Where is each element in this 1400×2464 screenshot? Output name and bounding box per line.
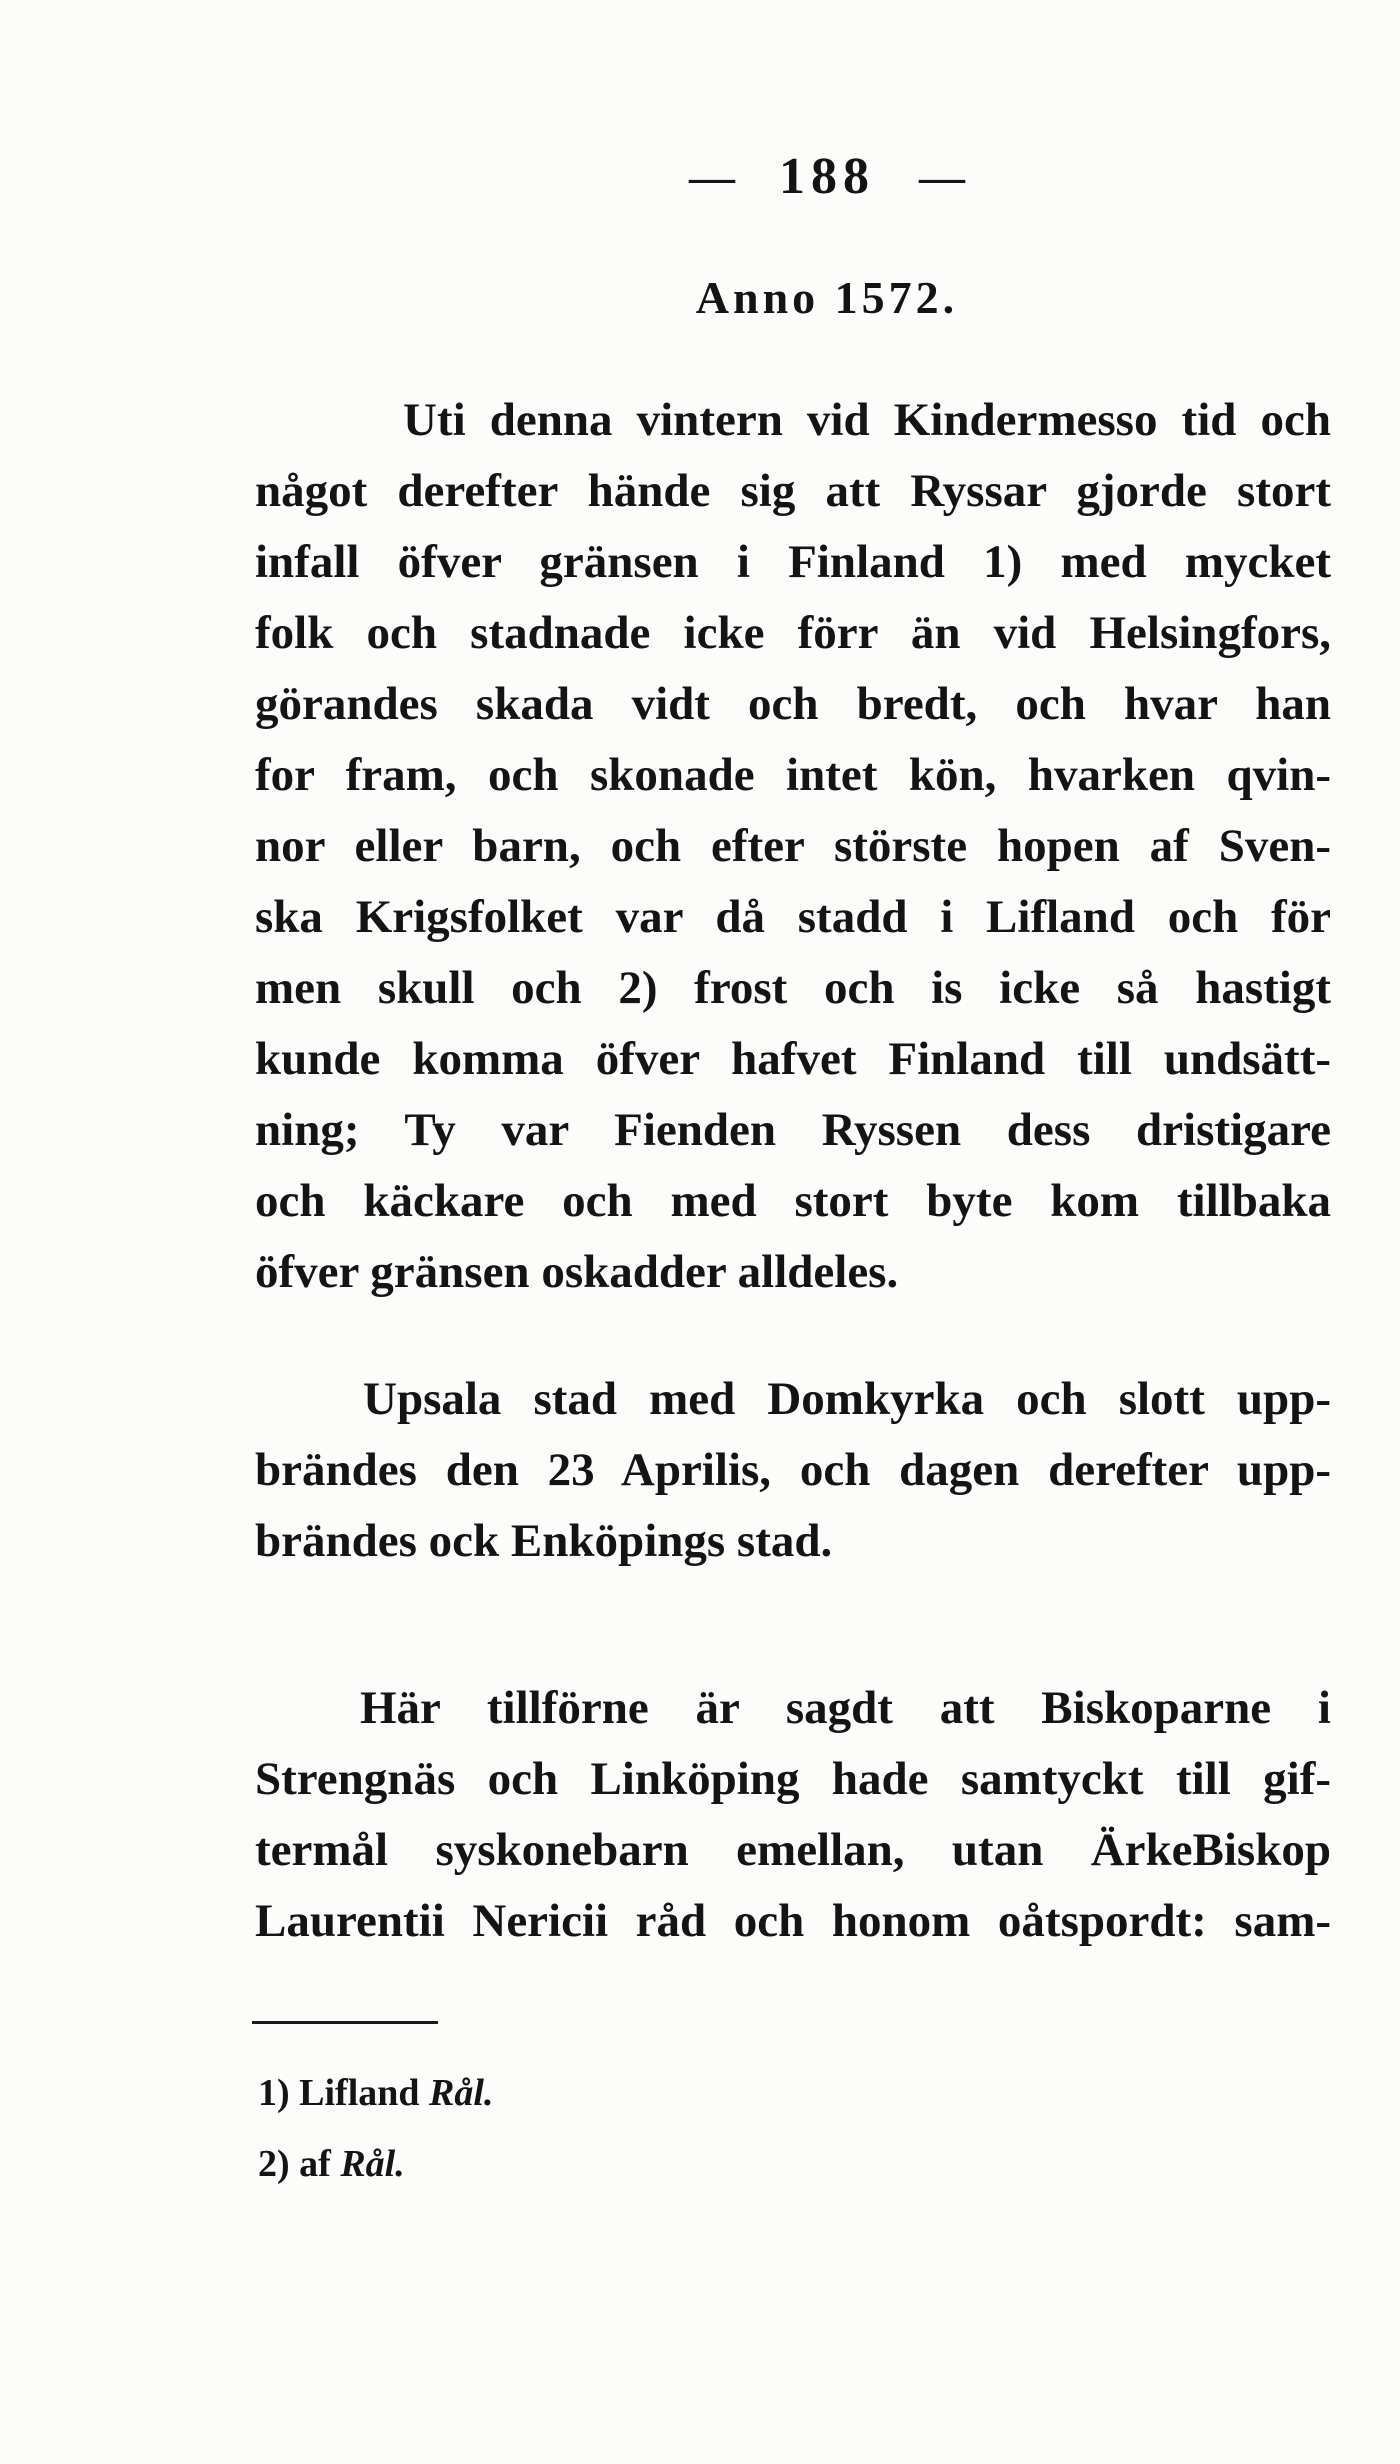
paragraph-line: ning; Ty var Fienden Ryssen dess dristigare xyxy=(255,1104,1331,1156)
paragraph xyxy=(255,385,1331,1308)
paragraph-line: Här tillförne är sagdt att Biskoparne i xyxy=(360,1682,1331,1734)
paragraph-line: men skull och 2) frost och is icke så hastigt xyxy=(255,962,1331,1014)
header-dash-left: — xyxy=(689,151,735,202)
paragraph-line: kunde komma öfver hafvet Finland till undsätt- xyxy=(255,1033,1331,1085)
footnote-source: Rål. xyxy=(429,2072,494,2114)
paragraph-line: öfver gränsen oskadder alldeles. xyxy=(255,1246,899,1298)
paragraph-line: Uti denna vintern vid Kindermesso tid och xyxy=(403,394,1331,446)
footnote-text: Lifland xyxy=(299,2072,420,2114)
page-number: 188 xyxy=(779,148,875,205)
paragraph-line: Strengnäs och Linköping hade samtyckt till gif- xyxy=(255,1753,1331,1805)
paragraph-line: brändes ock Enköpings stad. xyxy=(255,1515,833,1567)
footnote-text: af xyxy=(299,2143,331,2185)
footnote xyxy=(258,2129,405,2200)
paragraph xyxy=(255,1364,1331,1577)
paragraph-line: brändes den 23 Aprilis, och dagen derefter upp- xyxy=(255,1444,1331,1496)
footnote xyxy=(258,2058,493,2129)
paragraph-line: görandes skada vidt och bredt, och hvar han xyxy=(255,678,1331,730)
year-heading: Anno 1572. xyxy=(695,272,959,323)
paragraph-line: Laurentii Nericii råd och honom oåtspordt: sam- xyxy=(255,1895,1331,1947)
paragraph-line: och käckare och med stort byte kom tillbaka xyxy=(255,1175,1331,1227)
paragraph-line: nor eller barn, och efter störste hopen af Sven- xyxy=(255,820,1331,872)
page-header xyxy=(627,147,1027,207)
paragraph-line: infall öfver gränsen i Finland 1) med mycket xyxy=(255,536,1331,588)
paragraph-line: något derefter hände sig att Ryssar gjorde stort xyxy=(255,465,1331,517)
paragraph-line: ska Krigsfolket var då stadd i Lifland och för xyxy=(255,891,1331,943)
paragraph-line: for fram, och skonade intet kön, hvarken qvin- xyxy=(255,749,1331,801)
footnote-source: Rål. xyxy=(340,2143,405,2185)
paragraph-line: Upsala stad med Domkyrka och slott upp- xyxy=(363,1373,1331,1425)
header-dash-right: — xyxy=(919,151,965,202)
footnote-marker: 2) xyxy=(258,2143,290,2185)
footnote-marker: 1) xyxy=(258,2072,290,2114)
paragraph-line: folk och stadnade icke förr än vid Helsingfors, xyxy=(255,607,1331,659)
footnote-separator xyxy=(252,2021,438,2024)
paragraph-line: termål syskonebarn emellan, utan ÄrkeBiskop xyxy=(255,1824,1331,1876)
paragraph xyxy=(255,1673,1331,1957)
